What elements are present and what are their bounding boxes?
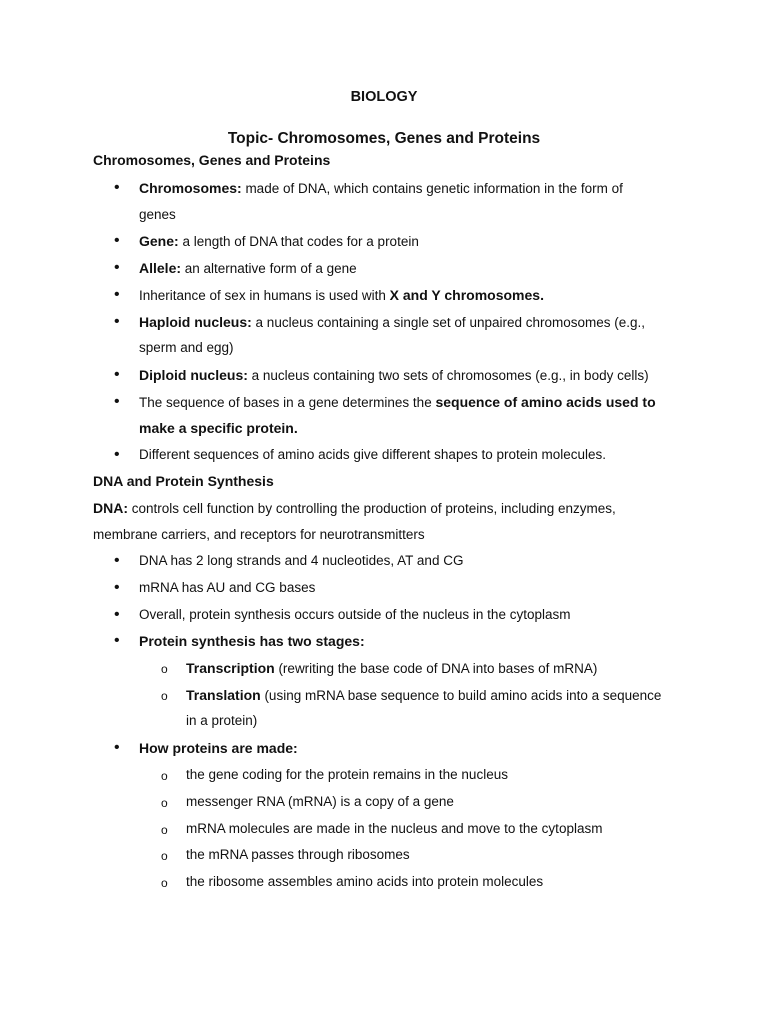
bullet-marker: • — [114, 632, 120, 649]
list-item-sequence — [139, 393, 656, 412]
dna-intro — [93, 499, 616, 518]
dna-intro-continuation: membrane carriers, and receptors for neurotransmitters — [93, 527, 425, 542]
definition: controls cell function by controlling the production of proteins, including enzymes, — [128, 501, 616, 516]
sub-item-continuation: in a protein) — [186, 713, 258, 728]
sub-bullet-marker: o — [161, 876, 168, 890]
list-item-continuation: sperm and egg) — [139, 340, 234, 355]
list-item-inheritance — [139, 286, 544, 305]
bullet-marker: • — [114, 579, 120, 596]
section-heading-chromosomes: Chromosomes, Genes and Proteins — [93, 152, 331, 168]
text: Inheritance of sex in humans is used with — [139, 288, 390, 303]
list-item-allele — [139, 259, 357, 278]
bullet-marker: • — [114, 366, 120, 383]
definition: a length of DNA that codes for a protein — [178, 234, 419, 249]
bullet-marker: • — [114, 179, 120, 196]
sub-item-step: the mRNA passes through ribosomes — [186, 847, 410, 862]
bullet-marker: • — [114, 552, 120, 569]
list-item-continuation: genes — [139, 207, 176, 222]
list-item-gene — [139, 232, 419, 251]
definition: (rewriting the base code of DNA into bases of mRNA) — [274, 661, 598, 676]
list-item: mRNA has AU and CG bases — [139, 580, 316, 595]
definition: a nucleus containing a single set of unpaired chromosomes (e.g., — [251, 315, 646, 330]
sub-bullet-marker: o — [161, 769, 168, 783]
term: Allele: — [139, 260, 182, 276]
sub-item-step: messenger RNA (mRNA) is a copy of a gene — [186, 794, 454, 809]
bullet-marker: • — [114, 313, 120, 330]
list-item-stages-heading: Protein synthesis has two stages: — [139, 633, 365, 649]
list-item-how-heading: How proteins are made: — [139, 740, 298, 756]
term: Diploid nucleus: — [139, 367, 248, 383]
definition: (using mRNA base sequence to build amino acids into a sequence — [260, 688, 662, 703]
list-item: DNA has 2 long strands and 4 nucleotides, AT and CG — [139, 553, 464, 568]
definition: an alternative form of a gene — [181, 261, 357, 276]
emphasis: X and Y chromosomes. — [389, 287, 544, 303]
sub-bullet-marker: o — [161, 823, 168, 837]
bullet-marker: • — [114, 286, 120, 303]
sub-item-translation — [186, 686, 661, 705]
section-heading-dna: DNA and Protein Synthesis — [93, 473, 274, 489]
term: Transcription — [186, 660, 275, 676]
text: The sequence of bases in a gene determines the — [139, 395, 436, 410]
bullet-marker: • — [114, 739, 120, 756]
definition: a nucleus containing two sets of chromosomes (e.g., in body cells) — [247, 368, 649, 383]
sub-item-step: the ribosome assembles amino acids into protein molecules — [186, 874, 544, 889]
bullet-marker: • — [114, 393, 120, 410]
bullet-marker: • — [114, 232, 120, 249]
sub-bullet-marker: o — [161, 796, 168, 810]
sub-item-step: mRNA molecules are made in the nucleus and move to the cytoplasm — [186, 821, 603, 836]
bullet-marker: • — [114, 606, 120, 623]
sub-bullet-marker: o — [161, 689, 168, 703]
definition: made of DNA, which contains genetic information in the form of — [241, 181, 623, 196]
list-item: Overall, protein synthesis occurs outside of the nucleus in the cytoplasm — [139, 607, 571, 622]
list-item-diploid — [139, 366, 649, 385]
sub-bullet-marker: o — [161, 662, 168, 676]
document-topic: Topic- Chromosomes, Genes and Proteins — [227, 130, 541, 147]
term: Gene: — [139, 233, 179, 249]
sub-bullet-marker: o — [161, 849, 168, 863]
bullet-marker: • — [114, 446, 120, 463]
sub-item-transcription — [186, 659, 597, 678]
list-item-chromosomes — [139, 179, 623, 198]
list-item-haploid — [139, 313, 645, 332]
list-item-amino-shapes: Different sequences of amino acids give different shapes to protein molecules. — [139, 447, 607, 462]
list-item-continuation: make a specific protein. — [139, 420, 298, 436]
term: Haploid nucleus: — [139, 314, 252, 330]
term: DNA: — [93, 500, 128, 516]
document-title: BIOLOGY — [350, 89, 418, 105]
bullet-marker: • — [114, 259, 120, 276]
term: Translation — [186, 687, 261, 703]
sub-item-step: the gene coding for the protein remains in the nucleus — [186, 767, 508, 782]
emphasis: sequence of amino acids used to — [435, 394, 656, 410]
term: Chromosomes: — [139, 180, 242, 196]
